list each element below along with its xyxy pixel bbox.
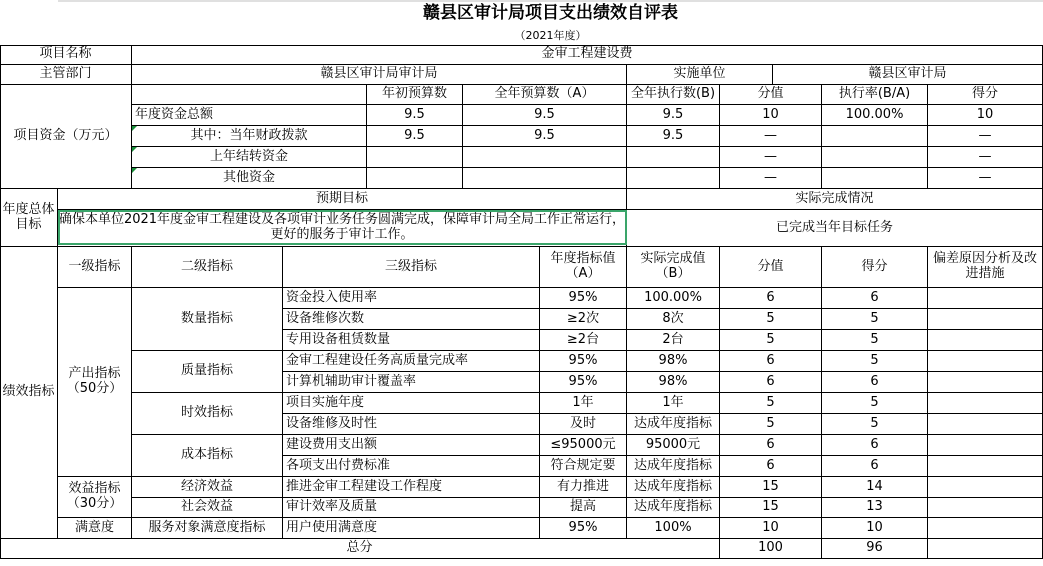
indicator-actual[interactable]: 达成年度指标 <box>627 414 720 435</box>
indicator-target[interactable]: ≥2台 <box>540 330 627 351</box>
indicator-header-3[interactable]: 年度指标值（A） <box>540 247 627 288</box>
indicator-target[interactable]: ≥2次 <box>540 309 627 330</box>
indicator-score[interactable]: 6 <box>822 288 928 309</box>
indicator-name[interactable]: 推进金审工程建设工作程度 <box>283 477 540 498</box>
indicator-actual[interactable]: 达成年度指标 <box>627 477 720 498</box>
level2-quality[interactable]: 质量指标 <box>132 351 283 393</box>
impl-unit-label[interactable]: 实施单位 <box>627 65 773 85</box>
indicator-name[interactable]: 建设费用支出额 <box>283 435 540 456</box>
indicator-actual[interactable]: 100% <box>627 518 720 539</box>
funds-value[interactable]: 9.5 <box>627 126 720 147</box>
level2-social[interactable]: 社会效益 <box>132 498 283 518</box>
indicator-points[interactable]: 5 <box>720 414 822 435</box>
funds-label[interactable]: 项目资金（万元） <box>0 85 132 189</box>
total-score[interactable]: 96 <box>822 539 928 559</box>
funds-value[interactable]: — <box>928 147 1043 168</box>
funds-value[interactable] <box>627 147 720 168</box>
indicator-points[interactable]: 5 <box>720 330 822 351</box>
expected-goal-text[interactable]: 确保本单位2021年度金审工程建设及各项审计业务任务圆满完成，保障审计局全局工作正常运行，更好的服务于审计工作。 <box>58 210 627 247</box>
goal-label[interactable]: 年度总体目标 <box>0 189 58 247</box>
funds-value[interactable]: — <box>928 126 1043 147</box>
level2-time[interactable]: 时效指标 <box>132 393 283 435</box>
funds-value[interactable] <box>627 168 720 189</box>
indicator-deviation[interactable] <box>928 330 1043 351</box>
indicator-actual[interactable]: 98% <box>627 372 720 393</box>
funds-value[interactable] <box>822 126 928 147</box>
indicator-actual[interactable]: 95000元 <box>627 435 720 456</box>
indicator-score[interactable]: 5 <box>822 351 928 372</box>
level1-satisfaction[interactable]: 满意度 <box>58 518 132 539</box>
indicator-target[interactable]: 1年 <box>540 393 627 414</box>
actual-result-text[interactable]: 已完成当年目标任务 <box>627 210 1043 247</box>
indicator-deviation[interactable] <box>928 518 1043 539</box>
funds-value[interactable]: 9.5 <box>463 105 627 126</box>
indicator-deviation[interactable] <box>928 414 1043 435</box>
funds-value[interactable] <box>367 147 463 168</box>
indicator-actual[interactable]: 2台 <box>627 330 720 351</box>
funds-header-1[interactable]: 全年预算数（A） <box>463 85 627 105</box>
indicator-actual[interactable]: 达成年度指标 <box>627 498 720 518</box>
project-name-label[interactable]: 项目名称 <box>0 45 132 65</box>
indicator-deviation[interactable] <box>928 393 1043 414</box>
indicator-deviation[interactable] <box>928 435 1043 456</box>
indicator-points[interactable]: 6 <box>720 351 822 372</box>
indicator-name[interactable]: 金审工程建设任务高质量完成率 <box>283 351 540 372</box>
indicator-actual[interactable]: 8次 <box>627 309 720 330</box>
funds-value[interactable] <box>367 168 463 189</box>
indicator-score[interactable]: 6 <box>822 435 928 456</box>
funds-header-blank[interactable] <box>132 85 367 105</box>
level2-cost[interactable]: 成本指标 <box>132 435 283 477</box>
indicator-score[interactable]: 5 <box>822 330 928 351</box>
dept-label[interactable]: 主管部门 <box>0 65 132 85</box>
indicator-actual[interactable]: 98% <box>627 351 720 372</box>
indicator-points[interactable]: 6 <box>720 435 822 456</box>
indicator-target[interactable]: 符合规定要 <box>540 456 627 477</box>
indicator-header-1[interactable]: 二级指标 <box>132 247 283 288</box>
indicator-target[interactable]: 95% <box>540 518 627 539</box>
indicator-deviation[interactable] <box>928 351 1043 372</box>
indicator-target[interactable]: 提高 <box>540 498 627 518</box>
indicator-score[interactable]: 5 <box>822 393 928 414</box>
indicator-name[interactable]: 用户使用满意度 <box>283 518 540 539</box>
indicator-actual[interactable]: 1年 <box>627 393 720 414</box>
actual-result-header[interactable]: 实际完成情况 <box>627 189 1043 210</box>
indicator-points[interactable]: 6 <box>720 372 822 393</box>
funds-value[interactable]: — <box>928 168 1043 189</box>
sheet-subtitle[interactable]: （2021年度） <box>514 28 587 42</box>
indicator-points[interactable]: 15 <box>720 477 822 498</box>
funds-value[interactable] <box>822 168 928 189</box>
indicator-deviation[interactable] <box>928 288 1043 309</box>
funds-header-3[interactable]: 分值 <box>720 85 822 105</box>
funds-value[interactable]: 10 <box>928 105 1043 126</box>
indicator-score[interactable]: 13 <box>822 498 928 518</box>
indicator-deviation[interactable] <box>928 456 1043 477</box>
funds-value[interactable]: — <box>720 168 822 189</box>
sheet-title[interactable]: 赣县区审计局项目支出绩效自评表 <box>423 2 678 23</box>
funds-value[interactable]: 9.5 <box>463 126 627 147</box>
indicator-name[interactable]: 项目实施年度 <box>283 393 540 414</box>
indicator-actual[interactable]: 达成年度指标 <box>627 456 720 477</box>
indicator-target[interactable]: 95% <box>540 351 627 372</box>
indicator-deviation[interactable] <box>928 498 1043 518</box>
funds-value[interactable]: 9.5 <box>367 126 463 147</box>
funds-header-5[interactable]: 得分 <box>928 85 1043 105</box>
funds-value[interactable]: — <box>720 126 822 147</box>
level1-output[interactable]: 产出指标（50分） <box>58 288 132 477</box>
indicator-deviation[interactable] <box>928 309 1043 330</box>
funds-row-label[interactable]: 年度资金总额 <box>132 105 367 126</box>
indicator-header-4[interactable]: 实际完成值（B） <box>627 247 720 288</box>
indicator-header-7[interactable]: 偏差原因分析及改进措施 <box>928 247 1043 288</box>
indicator-score[interactable]: 14 <box>822 477 928 498</box>
funds-value[interactable]: 10 <box>720 105 822 126</box>
funds-header-0[interactable]: 年初预算数 <box>367 85 463 105</box>
funds-value[interactable]: 9.5 <box>367 105 463 126</box>
indicator-points[interactable]: 5 <box>720 393 822 414</box>
funds-header-4[interactable]: 执行率(B/A) <box>822 85 928 105</box>
level1-benefit[interactable]: 效益指标（30分） <box>58 477 132 518</box>
funds-row-label[interactable]: 其他资金 <box>132 168 367 189</box>
indicator-deviation[interactable] <box>928 477 1043 498</box>
funds-value[interactable] <box>822 147 928 168</box>
indicator-score[interactable]: 6 <box>822 456 928 477</box>
total-deviation[interactable] <box>928 539 1043 559</box>
indicator-points[interactable]: 10 <box>720 518 822 539</box>
indicator-target[interactable]: 有力推进 <box>540 477 627 498</box>
dept-value[interactable]: 赣县区审计局审计局 <box>132 65 627 85</box>
funds-value[interactable]: 9.5 <box>627 105 720 126</box>
indicator-header-5[interactable]: 分值 <box>720 247 822 288</box>
indicator-name[interactable]: 计算机辅助审计覆盖率 <box>283 372 540 393</box>
level2-economic[interactable]: 经济效益 <box>132 477 283 498</box>
level2-service[interactable]: 服务对象满意度指标 <box>132 518 283 539</box>
indicator-target[interactable]: 95% <box>540 372 627 393</box>
indicator-name[interactable]: 设备维修及时性 <box>283 414 540 435</box>
funds-value[interactable]: 100.00% <box>822 105 928 126</box>
indicator-points[interactable]: 5 <box>720 309 822 330</box>
indicator-name[interactable]: 资金投入使用率 <box>283 288 540 309</box>
total-points[interactable]: 100 <box>720 539 822 559</box>
indicator-score[interactable]: 5 <box>822 309 928 330</box>
indicator-points[interactable]: 6 <box>720 456 822 477</box>
indicator-target[interactable]: 及时 <box>540 414 627 435</box>
project-name-value[interactable]: 金审工程建设费 <box>132 45 1043 65</box>
section-label[interactable]: 绩效指标 <box>0 247 58 539</box>
funds-value[interactable] <box>463 168 627 189</box>
impl-unit-value[interactable]: 赣县区审计局 <box>773 65 1043 85</box>
indicator-points[interactable]: 15 <box>720 498 822 518</box>
indicator-target[interactable]: 95% <box>540 288 627 309</box>
funds-value[interactable]: — <box>720 147 822 168</box>
indicator-header-0[interactable]: 一级指标 <box>58 247 132 288</box>
indicator-points[interactable]: 6 <box>720 288 822 309</box>
indicator-score[interactable]: 6 <box>822 372 928 393</box>
funds-value[interactable] <box>463 147 627 168</box>
indicator-name[interactable]: 设备维修次数 <box>283 309 540 330</box>
indicator-actual[interactable]: 100.00% <box>627 288 720 309</box>
indicator-deviation[interactable] <box>928 372 1043 393</box>
indicator-name[interactable]: 各项支出付费标准 <box>283 456 540 477</box>
total-label[interactable]: 总分 <box>0 539 720 559</box>
indicator-score[interactable]: 5 <box>822 414 928 435</box>
indicator-name[interactable]: 审计效率及质量 <box>283 498 540 518</box>
funds-row-label[interactable]: 上年结转资金 <box>132 147 367 168</box>
indicator-name[interactable]: 专用设备租赁数量 <box>283 330 540 351</box>
funds-header-2[interactable]: 全年执行数(B) <box>627 85 720 105</box>
expected-goal-header[interactable]: 预期目标 <box>58 189 627 210</box>
indicator-target[interactable]: ≤95000元 <box>540 435 627 456</box>
funds-row-label[interactable]: 其中：当年财政拨款 <box>132 126 367 147</box>
level2-quantity[interactable]: 数量指标 <box>132 288 283 351</box>
indicator-header-2[interactable]: 三级指标 <box>283 247 540 288</box>
indicator-header-6[interactable]: 得分 <box>822 247 928 288</box>
indicator-score[interactable]: 10 <box>822 518 928 539</box>
